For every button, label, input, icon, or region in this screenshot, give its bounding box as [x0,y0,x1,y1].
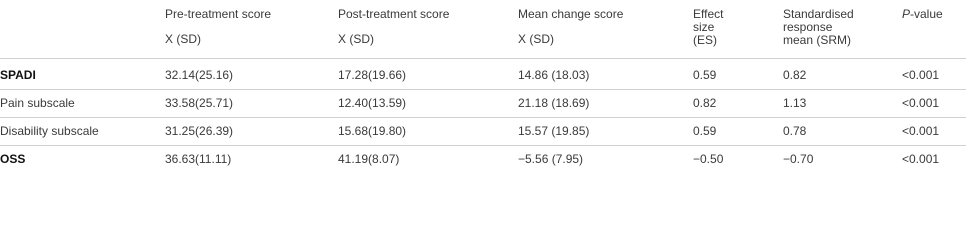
header-es-line2: size [693,20,715,34]
header-pvalue [902,7,943,21]
row-spadi-p: <0.001 [902,68,940,82]
row-spadi-es: 0.59 [693,68,717,82]
row-oss-mean: −5.56 (7.95) [518,152,584,166]
row-oss-es: −0.50 [693,152,724,166]
header-pvalue-italic: P [902,7,911,21]
row-oss-p: <0.001 [902,152,940,166]
row-rule-3 [0,145,966,146]
row-pain-p: <0.001 [902,96,940,110]
row-label-oss: OSS [0,152,26,166]
row-disability-mean: 15.57 (19.85) [518,124,590,138]
row-label-spadi: SPADI [0,68,36,82]
row-oss-post: 41.19(8.07) [338,152,400,166]
row-disability-pre: 31.25(26.39) [165,124,234,138]
row-disability-es: 0.59 [693,124,717,138]
header-post-line1: Post-treatment score [338,7,450,21]
header-mean-line1: Mean change score [518,7,624,21]
row-disability-p: <0.001 [902,124,940,138]
row-pain-mean: 21.18 (18.69) [518,96,590,110]
row-disability-post: 15.68(19.80) [338,124,407,138]
header-post-line2: X (SD) [338,32,374,46]
row-pain-post: 12.40(13.59) [338,96,407,110]
row-oss-pre: 36.63(11.11) [165,152,232,166]
header-rule [0,58,966,59]
header-srm-line3: mean (SRM) [783,33,852,47]
header-mean-line2: X (SD) [518,32,554,46]
header-pre-line2: X (SD) [165,32,201,46]
row-pain-srm: 1.13 [783,96,807,110]
row-rule-2 [0,117,966,118]
header-es-line1: Effect [693,7,724,21]
row-disability-srm: 0.78 [783,124,807,138]
row-pain-es: 0.82 [693,96,717,110]
row-spadi-pre: 32.14(25.16) [165,68,234,82]
header-pre-line1: Pre-treatment score [165,7,272,21]
row-spadi-srm: 0.82 [783,68,807,82]
row-spadi-post: 17.28(19.66) [338,68,407,82]
row-spadi-mean: 14.86 (18.03) [518,68,590,82]
row-label-pain-subscale: Pain subscale [0,96,75,110]
header-es-line3: (ES) [693,33,717,47]
header-pvalue-rest: -value [910,7,943,21]
header-srm-line1: Standardised [783,7,854,21]
row-label-disability-subscale: Disability subscale [0,124,99,138]
row-rule-1 [0,89,966,90]
row-pain-pre: 33.58(25.71) [165,96,234,110]
row-oss-srm: −0.70 [783,152,814,166]
header-srm-line2: response [783,20,833,34]
